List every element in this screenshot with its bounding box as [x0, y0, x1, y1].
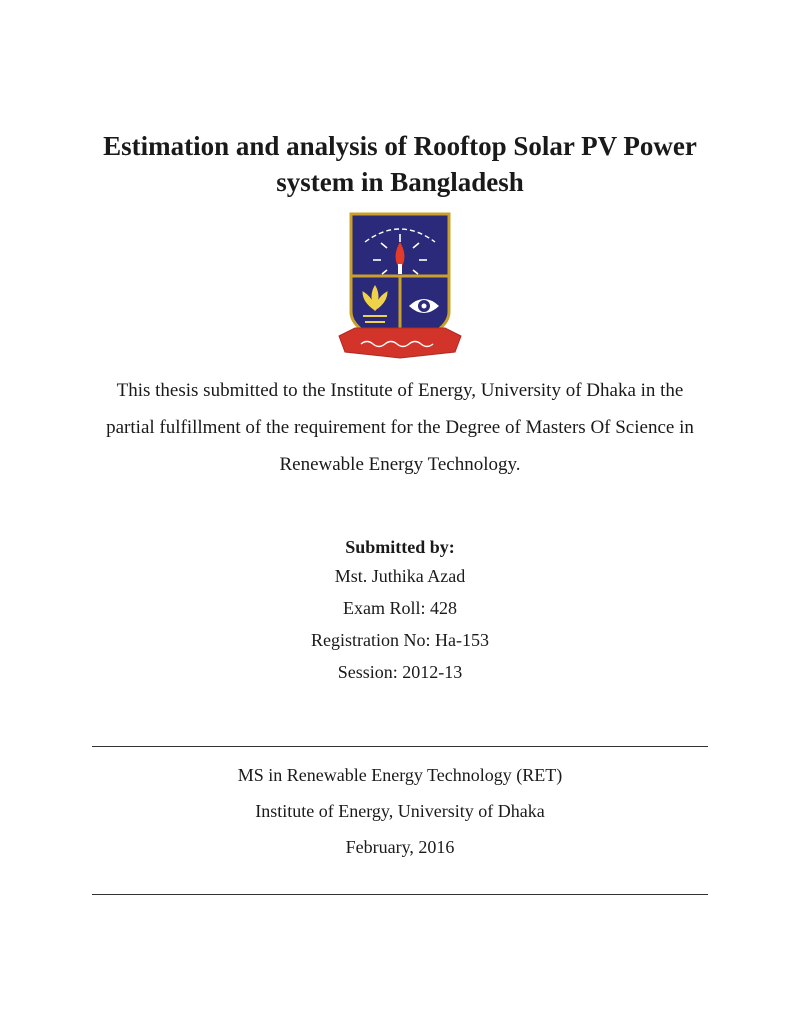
submission-date: February, 2016 [345, 837, 455, 857]
program-name: MS in Renewable Energy Technology (RET) [237, 765, 563, 785]
thesis-title [60, 128, 740, 200]
thesis-title-line-1: Estimation and analysis of Rooftop Solar PV Power [103, 131, 697, 161]
thesis-statement-line-3: Renewable Energy Technology. [279, 454, 521, 475]
university-crest-logo [335, 212, 465, 364]
divider-top [92, 746, 708, 747]
institution-block [100, 757, 700, 865]
submitted-by-label: Submitted by: [345, 537, 455, 557]
thesis-statement-line-1: This thesis submitted to the Institute of Energy, University of Dhaka in the [116, 380, 684, 401]
exam-roll: Exam Roll: 428 [343, 598, 457, 618]
thesis-statement-line-2: partial fulfillment of the requirement for the Degree of Masters Of Science in [106, 417, 694, 438]
author-name: Mst. Juthika Azad [334, 566, 466, 586]
crest-ribbon [339, 328, 461, 358]
session: Session: 2012-13 [337, 662, 463, 682]
thesis-title-line-2: system in Bangladesh [276, 167, 524, 197]
submitted-by-block [100, 534, 700, 688]
registration-number: Registration No: Ha-153 [311, 630, 489, 650]
divider-bottom [92, 894, 708, 895]
institute-name: Institute of Energy, University of Dhaka [255, 801, 545, 821]
torch-handle-icon [398, 264, 402, 274]
thesis-statement [60, 372, 740, 483]
